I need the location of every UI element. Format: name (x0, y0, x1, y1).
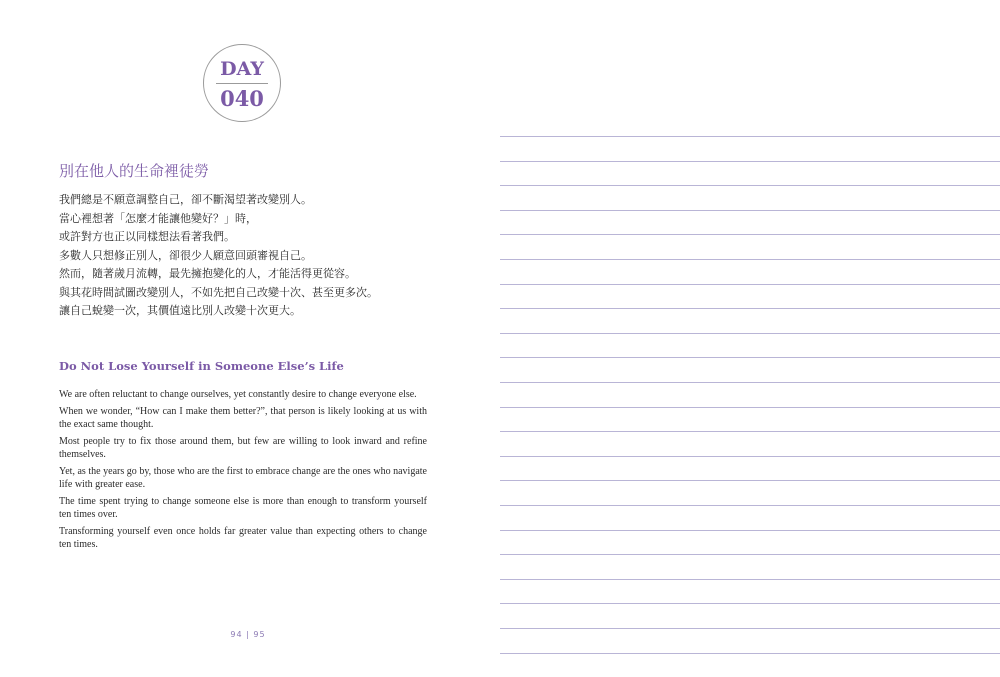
chinese-line: 當心裡想著「怎麼才能讓他變好？」時， (59, 211, 257, 225)
english-paragraph: When we wonder, “How can I make them better?”, that person is likely looking at us with the exact same thought. (59, 405, 427, 430)
chinese-line: 或許對方也正以同樣想法看著我們。 (59, 230, 235, 243)
english-title: Do Not Lose Yourself in Someone Else’s Life (59, 359, 344, 373)
ruled-line (500, 185, 1000, 186)
ruled-line (500, 284, 1000, 285)
ruled-line (500, 456, 1000, 457)
ruled-line (500, 136, 1000, 137)
english-paragraph: Yet, as the years go by, those who are the first to embrace change are the ones who navigate life with greater ease. (59, 465, 427, 490)
ruled-line (500, 259, 1000, 260)
ruled-line (500, 579, 1000, 580)
day-number: 040 (220, 86, 264, 111)
chinese-title: 別在他人的生命裡徒勞 (59, 162, 210, 180)
ruled-line (500, 431, 1000, 432)
ruled-line (500, 161, 1000, 162)
ruled-line (500, 210, 1000, 211)
ruled-line (500, 628, 1000, 629)
ruled-line (500, 554, 1000, 555)
day-label: DAY (220, 58, 264, 80)
ruled-line (500, 308, 1000, 309)
chinese-body (59, 191, 439, 321)
day-badge-divider (216, 83, 268, 84)
english-paragraph: The time spent trying to change someone else is more than enough to transform yourself ten times over. (59, 495, 427, 520)
day-badge (203, 44, 281, 122)
ruled-line (500, 653, 1000, 654)
ruled-writing-lines (500, 0, 1000, 677)
english-body (59, 388, 427, 555)
ruled-line (500, 603, 1000, 604)
chinese-line: 然而，隨著歲月流轉，最先擁抱變化的人，才能活得更從容。 (59, 267, 356, 280)
english-paragraph: Transforming yourself even once holds far greater value than expecting others to change ten times. (59, 525, 427, 550)
english-paragraph: We are often reluctant to change ourselves, yet constantly desire to change everyone else. (59, 389, 417, 400)
chinese-line: 與其花時間試圖改變別人，不如先把自己改變十次、甚至更多次。 (59, 285, 378, 299)
ruled-line (500, 407, 1000, 408)
ruled-line (500, 234, 1000, 235)
page-numbers: 94 | 95 (230, 630, 266, 639)
ruled-line (500, 480, 1000, 481)
chinese-line: 我們總是不願意調整自己，卻不斷渴望著改變別人。 (59, 193, 312, 206)
ruled-line (500, 530, 1000, 531)
chinese-line: 讓自己蛻變一次，其價值遠比別人改變十次更大。 (59, 304, 301, 317)
english-paragraph: Most people try to fix those around them, but few are willing to look inward and refine themselves. (59, 435, 427, 460)
ruled-line (500, 505, 1000, 506)
ruled-line (500, 333, 1000, 334)
chinese-line: 多數人只想修正別人，卻很少人願意回頭審視自己。 (59, 248, 312, 262)
ruled-line (500, 382, 1000, 383)
ruled-line (500, 357, 1000, 358)
